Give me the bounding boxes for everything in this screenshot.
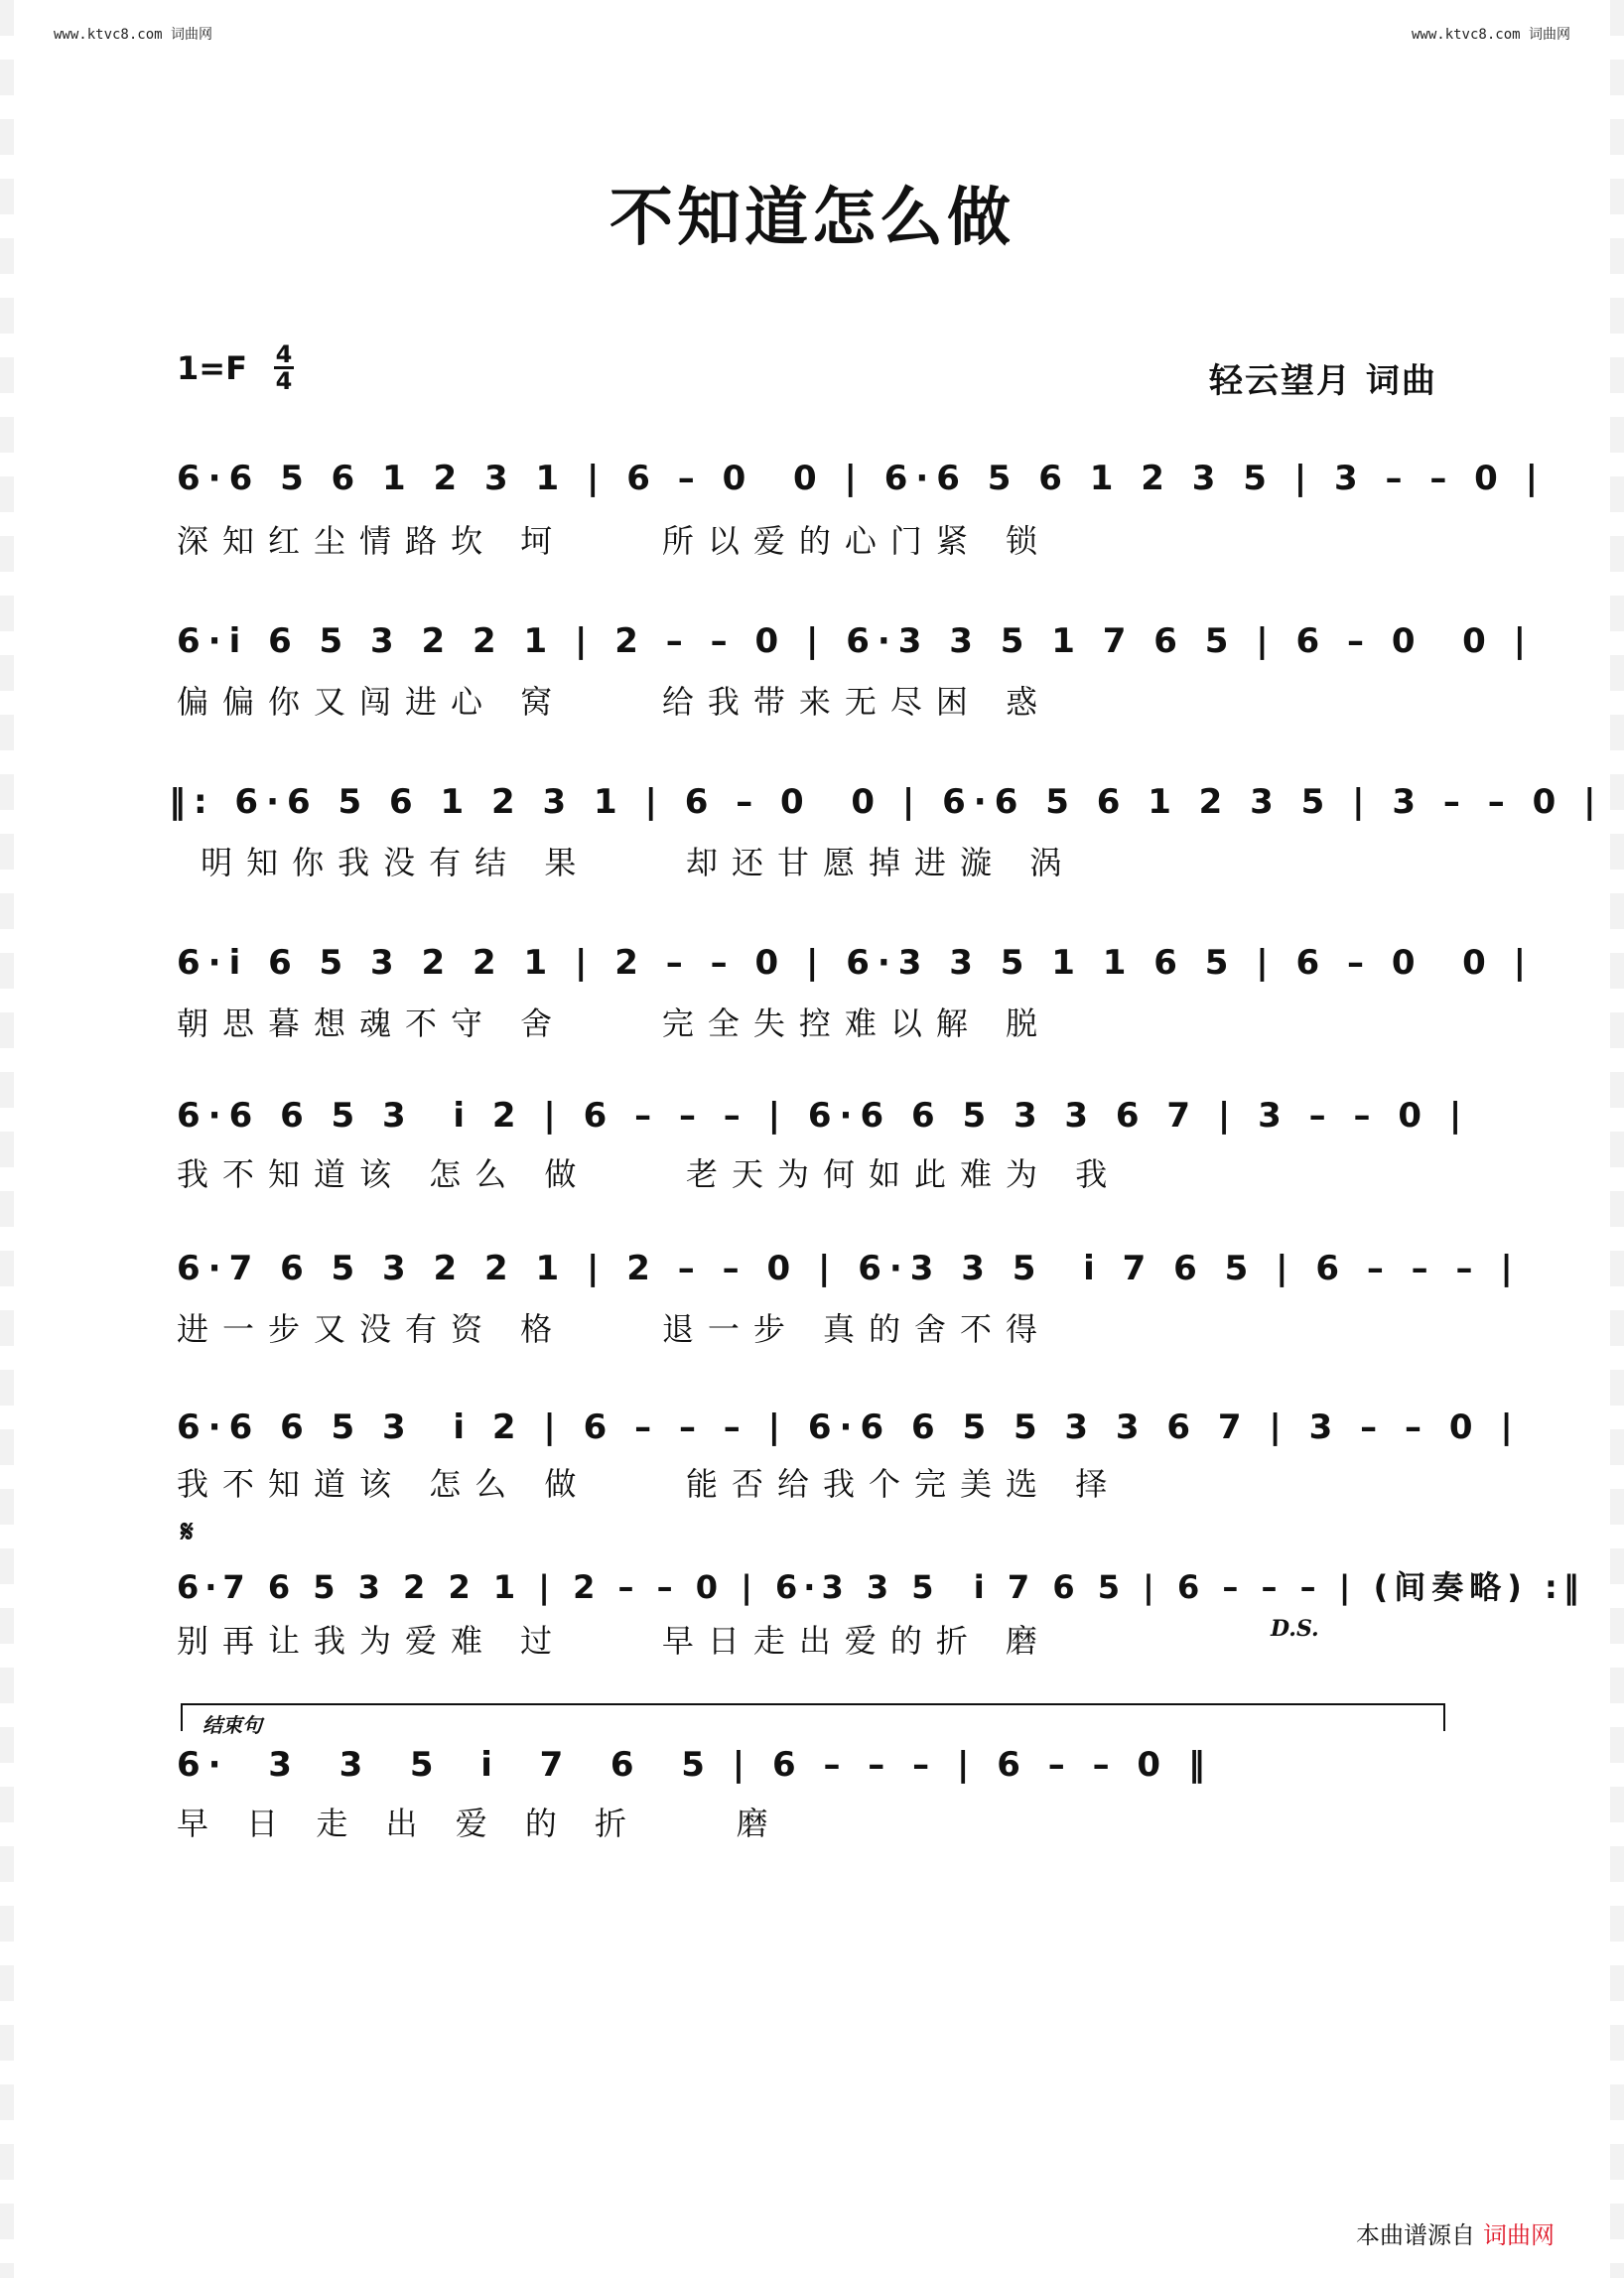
watermark-top-right: www.ktvc8.com 词曲网	[1411, 27, 1570, 43]
notation-line: 6·i 6 5 3 2 2 1 | 2 – – 0 | 6·3 3 5 1 1 6 5 | 6 – 0 0 |	[177, 943, 1535, 983]
notation-line: 6·7 6 5 3 2 2 1 | 2 – – 0 | 6·3 3 5 i 7 6 5 | 6 – – – | (间奏略) :‖	[177, 1568, 1585, 1606]
notation-line: 6·i 6 5 3 2 2 1 | 2 – – 0 | 6·3 3 5 1 7 6 5 | 6 – 0 0 |	[177, 621, 1535, 661]
time-signature-top: 4	[275, 340, 293, 368]
lyric-line: 深知红尘情路坎 坷 所以爱的心门紧 锁	[177, 522, 1052, 560]
ds-mark: D.S.	[1271, 1616, 1319, 1642]
lyric-line: 我不知道该 怎么 做 老天为何如此难为 我	[177, 1155, 1122, 1193]
watermark-top-left: www.ktvc8.com 词曲网	[54, 27, 213, 43]
footer-brand-link[interactable]: 词曲网	[1483, 2221, 1555, 2249]
notation-line: 6·6 6 5 3 i 2 | 6 – – – | 6·6 6 5 5 3 3 6 7 | 3 – – 0 |	[177, 1407, 1521, 1447]
footer-source	[1356, 2215, 1555, 2250]
lyric-line: 早 日 走 出 爱 的 折 磨	[177, 1805, 782, 1842]
author-credit: 轻云望月 词曲	[1209, 361, 1437, 401]
notation-line: 6·6 5 6 1 2 3 1 | 6 – 0 0 | 6·6 5 6 1 2 3 5 | 3 – – 0 |	[177, 459, 1547, 498]
time-signature	[274, 340, 294, 395]
lyric-line: 别再让我为爱难 过 早日走出爱的折 磨	[177, 1622, 1052, 1660]
footer-text: 本曲谱源自	[1356, 2221, 1475, 2249]
ending-bracket	[181, 1703, 1445, 1731]
side-watermark-left	[0, 0, 14, 2278]
ending-label: 结束句	[203, 1713, 262, 1737]
segno-mark: 𝄋	[181, 1515, 194, 1549]
lyric-line: 偏偏你又闯进心 窝 给我带来无尽困 惑	[177, 683, 1052, 721]
side-watermark-right	[1610, 0, 1624, 2278]
key-signature: 1=F	[177, 349, 247, 387]
notation-line: 6· 3 3 5 i 7 6 5 | 6 – – – | 6 – – 0 ‖	[177, 1745, 1213, 1785]
notation-line: 6·6 6 5 3 i 2 | 6 – – – | 6·6 6 5 3 3 6 7 | 3 – – 0 |	[177, 1096, 1470, 1136]
lyric-line: 进一步又没有资 格 退一步 真的舍不得	[177, 1310, 1052, 1348]
lyric-line: 明知你我没有结 果 却还甘愿掉进漩 涡	[177, 844, 1076, 881]
notation-line: 6·7 6 5 3 2 2 1 | 2 – – 0 | 6·3 3 5 i 7 6 5 | 6 – – – |	[177, 1249, 1521, 1288]
time-signature-bottom: 4	[275, 367, 293, 395]
lyric-line: 我不知道该 怎么 做 能否给我个完美选 择	[177, 1465, 1122, 1503]
song-title: 不知道怎么做	[609, 181, 1015, 255]
notation-line: ‖: 6·6 5 6 1 2 3 1 | 6 – 0 0 | 6·6 5 6 1 2 3 5 | 3 – – 0 |	[169, 782, 1604, 822]
lyric-line: 朝思暮想魂不守 舍 完全失控难以解 脱	[177, 1005, 1052, 1042]
